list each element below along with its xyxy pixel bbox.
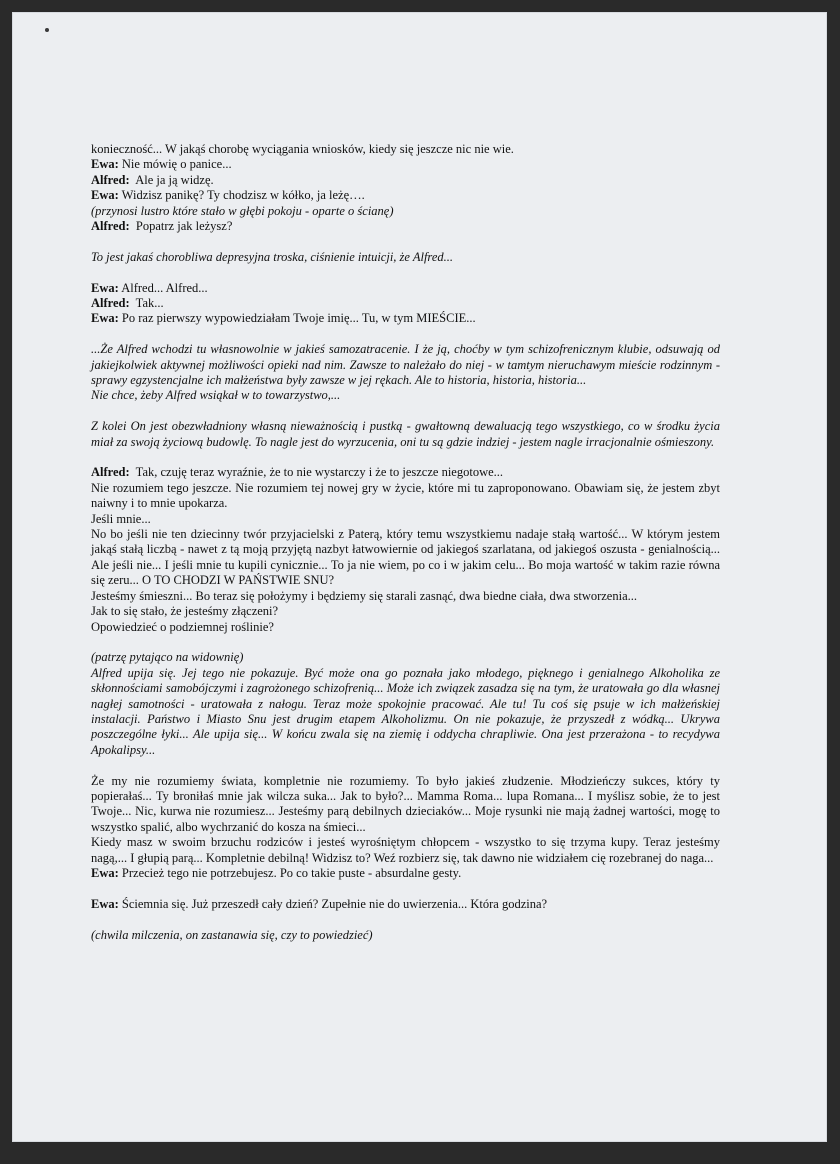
dialogue-text: Przecież tego nie potrzebujesz. Po co takie puste - absurdalne gesty. (118, 865, 462, 880)
speaker-name: Alfred: (91, 296, 130, 311)
text-paragraph: Kiedy masz w swoim brzuchu rodziców i jesteś wyrośniętym chłopcem - wszystko to się trzyma kupy. Teraz jesteśmy nagą,... I głupią parą... Kompletnie debilną! Widzisz to? Weź rozbierz się, tak dawno nie widziałem cię rozebranej do naga... (91, 835, 720, 865)
text-paragraph: konieczność... W jakąś chorobę wyciągania wniosków, kiedy się jeszcze nic nie wie. (91, 142, 514, 156)
speaker-name: Ewa: (91, 157, 119, 172)
dialogue-line (91, 866, 720, 881)
dialogue-text: Nie mówię o panice... (118, 157, 232, 172)
stage-direction: (patrzę pytająco na widownię) (91, 650, 244, 665)
dialogue-text: Ściemnia się. Już przeszedł cały dzień? Zupełnie nie do uwierzenia... Która godzina? (118, 896, 548, 911)
blank-line (91, 327, 720, 342)
text-paragraph: Jeśli mnie... (91, 511, 151, 526)
text-paragraph: No bo jeśli nie ten dziecinny twór przyjacielski z Paterą, który temu wszystkiemu nadaje stałą wartość... W którym jestem jakąś stałą liczbą - nawet z tą moją przyjętą nazbyt łatwowiernie od jakiegoś szarlatana, od jakiegoś oszusta - genialnością... Ale jeśli nie... I jeśli mnie tu kupili cynicznie... To ja nie wiem, po co i w jakim celu... Bo moja wartość w takim razie równa się zeru... O TO CHODZI W PAŃSTWIE SNU? (91, 527, 720, 588)
dialogue-line (91, 157, 720, 172)
speaker-name: Alfred: (91, 465, 130, 480)
speck-mark (45, 28, 49, 32)
blank-line (91, 635, 720, 650)
speaker-name: Alfred: (91, 172, 130, 187)
text-paragraph: Że my nie rozumiemy świata, kompletnie nie rozumiemy. To było jakieś złudzenie. Młodzieńczy sukces, który ty popierałaś... Ty broniłaś mnie jak wilcza suka... Jak to było?... Mamma Roma... lupa Romana... I myślisz sobie, że to jest Twoje... Nic, kurwa nie rozumiesz... Jesteśmy parą debilnych dzieciaków... Moje rysunki nie mają żadnej wartości, mogę to wszystko spalić, albo wychrzanić do kosza na śmieci... (91, 773, 720, 834)
stage-direction: To jest jakaś chorobliwa depresyjna troska, ciśnienie intuicji, że Alfred... (91, 249, 454, 264)
blank-line (91, 758, 720, 773)
speaker-name: Ewa: (91, 896, 119, 911)
dialogue-line (91, 173, 720, 188)
text-paragraph: Nie rozumiem tego jeszcze. Nie rozumiem tej nowej gry w życie, które mi tu zaproponowano. Obawiam się, że jestem zbyt naiwny i to mnie upokarza. (91, 480, 720, 511)
text-paragraph: Opowiedzieć o podziemnej roślinie? (91, 619, 274, 634)
dialogue-line (91, 281, 720, 296)
text-paragraph: Jesteśmy śmieszni... Bo teraz się położymy i będziemy się starali zasnąć, dwa biedne ciała, dwa stworzenia... (91, 588, 638, 603)
stage-direction: Alfred upija się. Jej tego nie pokazuje. Być może ona go poznała jako młodego, pięknego i genialnego Alkoholika ze skłonnościami samobójczymi i zagrożonego schizofrenią... Może ich związek zasadza się na tym, że uratowała go dla własnej nagłej samotności - uratowała z nałogu. Teraz może spokojnie pracować. Ale tu! Tu coś się psuje w ich małżeńskiej instalacji. Państwo i Miasto Snu jest drugim etapem Alkoholizmu. On nie pokazuje, że przyszedł z wódką... Ukrywa poszczególne łyki... Ale upija się... W końcu zwala się na ziemię i oddycha chrapliwie. Ona jest przerażona - to recydywa Apokalipsy... (91, 665, 720, 757)
text-paragraph: Jak to się stało, że jesteśmy złączeni? (91, 604, 279, 619)
dialogue-text: Popatrz jak leżysz? (129, 219, 233, 234)
blank-line (91, 265, 720, 280)
speaker-name: Ewa: (91, 188, 119, 203)
stage-direction: Z kolei On jest obezwładniony własną nieważnością i pustką - gwałtowną dewaluacją tego wszystkiego, co w środku życia miał za swoją życiową budowlę. To nagle jest do wyrzucenia, oni tu są gdzie indziej - jestem nagle irracjonalnie ośmieszony. (91, 419, 720, 449)
dialogue-text: Alfred... Alfred... (118, 280, 208, 295)
stage-direction: (przynosi lustro które stało w głębi pokoju - oparte o ścianę) (91, 203, 394, 218)
dialogue-line (91, 219, 720, 234)
speaker-name: Ewa: (91, 311, 119, 326)
stage-direction: ...Że Alfred wchodzi tu własnowolnie w jakieś samozatracenie. I że ją, choćby w tym schizofrenicznym klubie, odsuwają od jakiejkolwiek aktywnej możliwości opieki nad nim. Zawsze to należało do niej - w tamtym nieruchawym mieście rodzinnym - sprawy egzystencjalne ich małżeństwa były zawsze w jej rękach. Ale to historia, historia, historia... (91, 342, 720, 388)
dialogue-line (91, 465, 720, 480)
dialogue-text: Ale ja ją widzę. (129, 172, 214, 187)
blank-line (91, 912, 720, 927)
stage-direction: Nie chce, żeby Alfred wsiąkał w to towarzystwo,... (91, 388, 341, 403)
speaker-name: Alfred: (91, 219, 130, 234)
dialogue-text: Tak... (129, 296, 164, 311)
stage-direction: (chwila milczenia, on zastanawia się, czy to powiedzieć) (91, 927, 373, 942)
blank-line (91, 404, 720, 419)
speaker-name: Ewa: (91, 865, 119, 880)
dialogue-line (91, 296, 720, 311)
script-text (91, 142, 720, 943)
blank-line (91, 881, 720, 896)
dialogue-line (91, 897, 720, 912)
dialogue-text: Widzisz panikę? Ty chodzisz w kółko, ja leżę…. (118, 188, 365, 203)
dialogue-line (91, 311, 720, 326)
blank-line (91, 450, 720, 465)
blank-line (91, 234, 720, 249)
dialogue-text: Po raz pierwszy wypowiedziałam Twoje imię... Tu, w tym MIEŚCIE... (118, 311, 476, 326)
dialogue-text: Tak, czuję teraz wyraźnie, że to nie wystarczy i że to jeszcze niegotowe... (129, 465, 504, 480)
speaker-name: Ewa: (91, 280, 119, 295)
dialogue-line (91, 188, 720, 203)
